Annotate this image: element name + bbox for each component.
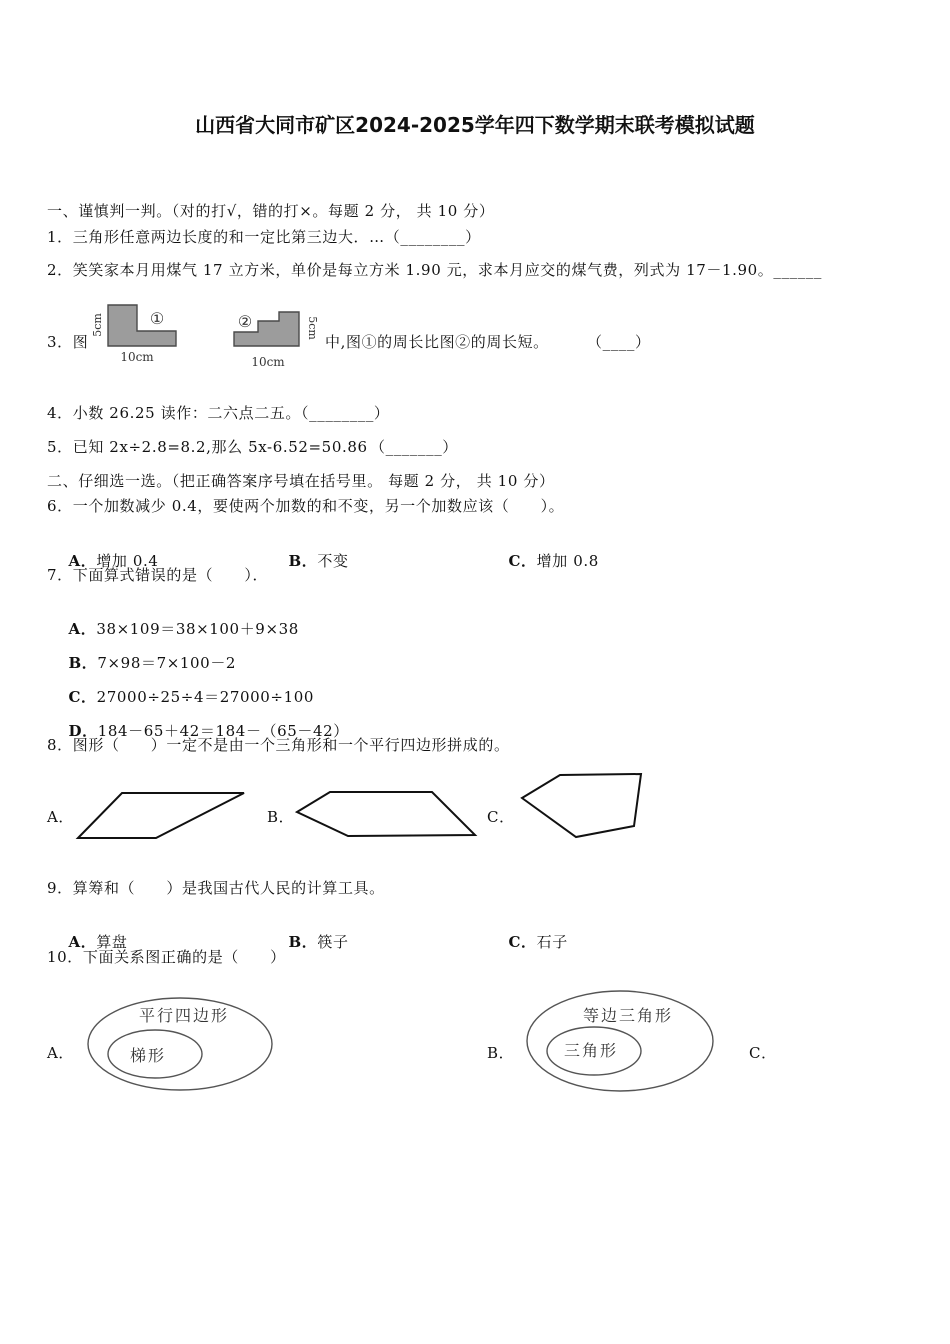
option-text: 不变 [317,552,349,570]
question-1: 1．三角形任意两边长度的和一定比第三边大．…（________） [47,228,481,246]
question-10-diagram-a [85,995,277,1093]
question-6-option-c [487,531,599,591]
figure-1-height-label: 5cm [91,313,104,337]
question-8-stem: 8．图形（ ）一定不是由一个三角形和一个平行四边形拼成的。 [47,736,510,754]
question-9-stem: 9．算筹和（ ）是我国古代人民的计算工具。 [47,879,385,897]
question-8-option-c-label: C． [487,808,515,826]
question-5-answer-blank: （_______） [370,438,458,456]
question-3-answer-blank: （____） [587,333,651,351]
question-10-stem: 10．下面关系图正确的是（ ） [47,948,286,966]
option-label: B． [288,552,318,570]
question-4: 4．小数 26.25 读作：二六点二五。（________） [47,404,390,422]
option-text: 27000÷25÷4＝27000÷100 [96,688,315,706]
diagram-a-inner-label: 梯形 [129,1046,167,1065]
question-7-stem: 7．下面算式错误的是（ ）． [47,566,269,584]
option-label: A． [68,620,97,638]
diagram-b-outer-label: 等边三角形 [582,1006,674,1025]
option-a-quadrilateral [78,793,244,838]
question-10-option-a-label: A． [47,1044,75,1062]
option-label: C． [508,933,537,951]
option-label: A． [68,933,97,951]
question-10-option-c-label: C． [749,1044,777,1062]
question-6-stem: 6．一个加数减少 0.4，要使两个加数的和不变，另一个加数应该（ ）。 [47,497,565,515]
option-text: 7×98＝7×100－2 [97,654,237,672]
question-10-diagram-b [524,990,716,1094]
option-label: C． [68,688,97,706]
question-2: 2．笑笑家本月用煤气 17 立方米，单价是每立方米 1.90 元，求本月应交的煤气费，列式为 17－1.90。______ [47,261,822,279]
option-text: 算盘 [96,933,128,951]
question-5-statement: 5．已知 2x÷2.8=8.2,那么 5x-6.52=50.86 [47,438,368,456]
option-label: B． [288,933,318,951]
part1-heading: 一、谨慎判一判。（对的打√，错的打×。每题 2 分， 共 10 分） [47,202,495,220]
option-text: 石子 [536,933,568,951]
figure-2-mark: ② [237,312,253,331]
part2-heading: 二、仔细选一选。（把正确答案序号填在括号里。 每题 2 分， 共 10 分） [47,472,555,490]
question-10-option-b-label: B． [487,1044,515,1062]
figure-1-mark: ① [149,309,165,328]
option-label: D． [68,722,98,740]
option-text: 增加 0.8 [536,552,599,570]
exam-title: 山西省大同市矿区2024-2025学年四下数学期末联考模拟试题 [195,113,755,137]
figure-2-width-label: 10cm [251,355,285,369]
question-9-option-c [487,912,568,972]
option-c-polygon [522,774,641,837]
option-text: 184－65＋42＝184－（65－42） [97,722,349,740]
option-label: A． [68,552,97,570]
diagram-a-outer-label: 平行四边形 [138,1006,230,1025]
question-8-shapes [70,765,650,845]
question-3-figure-2 [228,304,324,374]
question-6-option-b [267,531,349,591]
question-8-option-b-label: B． [267,808,295,826]
option-label: C． [508,552,537,570]
question-3-prefix: 3．图 [47,333,89,351]
figure-1-width-label: 10cm [120,350,154,364]
question-3-statement: 中,图①的周长比图②的周长短。 [325,333,549,351]
option-b-polygon [297,792,475,836]
question-3-figure-1 [88,298,190,370]
figure-1-shape [108,305,176,346]
option-label: B． [68,654,98,672]
question-8-option-a-label: A． [47,808,75,826]
option-text: 增加 0.4 [96,552,159,570]
option-text: 筷子 [317,933,349,951]
figure-2-height-label: 5cm [306,316,319,340]
diagram-b-inner-label: 三角形 [563,1041,619,1060]
option-text: 38×109＝38×100＋9×38 [96,620,299,638]
